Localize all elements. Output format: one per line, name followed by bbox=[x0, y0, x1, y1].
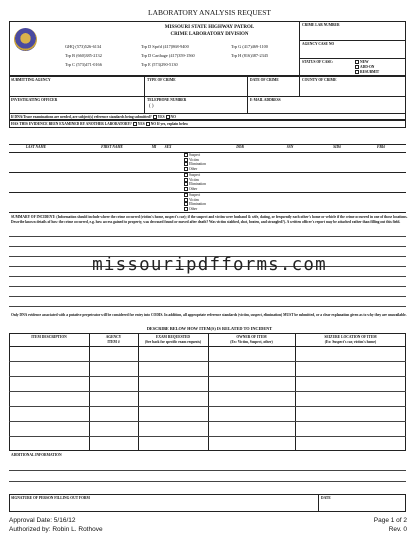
status-addon-checkbox[interactable] bbox=[355, 65, 359, 69]
role-checkbox[interactable] bbox=[184, 187, 188, 191]
role-option[interactable]: Other bbox=[184, 187, 206, 192]
role-option[interactable]: Suspect bbox=[184, 173, 206, 178]
lab-troop-e: Trp E (573)290-5130 bbox=[141, 62, 178, 67]
item-cell[interactable] bbox=[209, 437, 294, 450]
type-of-crime-field[interactable] bbox=[147, 84, 245, 94]
dna-standards-question: If DNA/Trace examinations are needed, are subject(s) reference standards being submitted? YES NO bbox=[11, 114, 176, 119]
item-cell[interactable] bbox=[209, 362, 294, 375]
summary-instructions: SUMMARY OF INCIDENT: (Information should include where the crime occurred (victim's home, suspect's car); if the suspect and victim were husband & wife, dating, or frequently each other's home or vehicle if the crime occurred in one of those locations. Describe known details of how the crime occurred, e.g. how access gained to property, was deceased found or moved after death? Was victim stabbed, shot, beaten, and strangled?). A written officer's report may be attached rather than filling out this field. bbox=[11, 215, 408, 224]
signature-field[interactable] bbox=[11, 502, 314, 511]
item-cell[interactable] bbox=[10, 392, 88, 405]
item-cell[interactable] bbox=[10, 362, 88, 375]
approval-date: Approval Date: 5/16/12 bbox=[9, 517, 76, 524]
additional-info-label: ADDITIONAL INFORMATION bbox=[11, 453, 62, 457]
county-of-crime-field[interactable] bbox=[302, 84, 404, 94]
person-ssn-field[interactable] bbox=[287, 194, 330, 210]
item-cell[interactable] bbox=[90, 347, 137, 360]
crime-lab-number-label: CRIME LAB NUMBER bbox=[302, 23, 340, 27]
person-last-name-field[interactable] bbox=[11, 194, 81, 210]
dna-no-checkbox[interactable] bbox=[166, 115, 170, 119]
investigating-officer-field[interactable] bbox=[11, 104, 141, 112]
role-option[interactable]: Victim bbox=[184, 178, 206, 183]
items-header-1: AGENCY ITEM # bbox=[105, 335, 122, 344]
item-cell[interactable] bbox=[139, 407, 207, 420]
person-first-name-field[interactable] bbox=[85, 174, 145, 190]
agency-case-no-field[interactable] bbox=[301, 48, 403, 57]
telephone-number-field[interactable]: ( ) bbox=[149, 104, 154, 109]
item-cell[interactable] bbox=[139, 377, 207, 390]
item-cell[interactable] bbox=[10, 407, 88, 420]
person-dob-field[interactable] bbox=[231, 194, 283, 210]
item-cell[interactable] bbox=[209, 422, 294, 435]
date-of-crime-field[interactable] bbox=[250, 84, 297, 94]
person-header-9: FBI# bbox=[377, 145, 385, 149]
person-race-field[interactable] bbox=[208, 194, 227, 210]
item-cell[interactable] bbox=[90, 422, 137, 435]
email-address-label: E-MAIL ADDRESS bbox=[250, 98, 281, 102]
additional-info-field[interactable] bbox=[11, 460, 405, 492]
items-header-3: OWNER OF ITEM (Ex: Victim, Suspect, other) bbox=[230, 335, 273, 344]
role-option[interactable]: Victim bbox=[184, 198, 206, 203]
date-label: DATE bbox=[321, 496, 331, 500]
agency-name: MISSOURI STATE HIGHWAY PATROL bbox=[164, 25, 255, 30]
role-option[interactable]: Elimination bbox=[184, 162, 206, 167]
dna-yes-checkbox[interactable] bbox=[153, 115, 157, 119]
person-last-name-field[interactable] bbox=[11, 174, 81, 190]
item-cell[interactable] bbox=[296, 422, 405, 435]
person-sid-field[interactable] bbox=[334, 194, 368, 210]
signature-label: SIGNATURE OF PERSON FILLING OUT FORM bbox=[11, 496, 90, 500]
other-lab-explanation-field[interactable] bbox=[290, 121, 404, 127]
person-last-name-field[interactable] bbox=[11, 154, 81, 170]
person-role-group bbox=[184, 193, 206, 211]
person-race-field[interactable] bbox=[208, 174, 227, 190]
role-option[interactable]: Other bbox=[184, 207, 206, 212]
item-cell[interactable] bbox=[90, 392, 137, 405]
role-checkbox[interactable] bbox=[184, 167, 188, 171]
item-cell[interactable] bbox=[10, 377, 88, 390]
person-header-7: SSN bbox=[286, 145, 294, 149]
person-sex-field[interactable] bbox=[163, 194, 174, 210]
other-lab-question: HAS THIS EVIDENCE BEEN EXAMINED BY ANOTHER LABORATORY? YES NO If yes, explain below bbox=[11, 121, 189, 126]
role-option[interactable]: Suspect bbox=[184, 153, 206, 158]
lab-troop-h: Trp H (816)387-2345 bbox=[231, 53, 269, 58]
person-sex-field[interactable] bbox=[163, 154, 174, 170]
status-resubmit-checkbox[interactable] bbox=[355, 70, 359, 74]
person-ssn-field[interactable] bbox=[287, 174, 330, 190]
person-header-8: SID# bbox=[333, 145, 341, 149]
lab-troop-d-springfield: Trp D Sprfd (417)868-9400 bbox=[141, 44, 189, 49]
person-header-0: LAST NAME bbox=[25, 145, 47, 149]
lab-ghq: GHQ (573)526-6134 bbox=[65, 44, 102, 49]
role-option[interactable]: Suspect bbox=[184, 193, 206, 198]
person-header-6: DOB bbox=[236, 145, 244, 149]
watermark-text: missouripdfforms.com bbox=[92, 255, 327, 275]
item-cell[interactable] bbox=[296, 407, 405, 420]
item-cell[interactable] bbox=[10, 422, 88, 435]
lab-troop-g: Trp G (417)469-1100 bbox=[231, 44, 268, 49]
person-mi-field[interactable] bbox=[149, 154, 159, 170]
role-checkbox[interactable] bbox=[184, 207, 188, 211]
person-fbi-field[interactable] bbox=[372, 174, 404, 190]
items-header-2: EXAM REQUESTED (See back for specific exam requests) bbox=[144, 335, 202, 344]
item-cell[interactable] bbox=[296, 347, 405, 360]
person-race-field[interactable] bbox=[208, 154, 227, 170]
county-of-crime-label: COUNTY OF CRIME bbox=[302, 78, 337, 82]
status-of-case-label: STATUS OF CASE: bbox=[302, 60, 333, 64]
item-cell[interactable] bbox=[209, 377, 294, 390]
lab-troop-c: Trp C (573)471-0166 bbox=[65, 62, 102, 67]
person-fbi-field[interactable] bbox=[372, 194, 404, 210]
item-cell[interactable] bbox=[296, 392, 405, 405]
person-role-group bbox=[184, 153, 206, 171]
lab-troop-b: Trp B (660)385-2132 bbox=[65, 53, 102, 58]
person-fbi-field[interactable] bbox=[372, 154, 404, 170]
person-mi-field[interactable] bbox=[149, 194, 159, 210]
email-address-field[interactable] bbox=[250, 104, 404, 112]
date-of-crime-label: DATE OF CRIME bbox=[250, 78, 279, 82]
item-cell[interactable] bbox=[296, 377, 405, 390]
status-new-checkbox[interactable] bbox=[355, 60, 359, 64]
item-cell[interactable] bbox=[209, 347, 294, 360]
item-cell[interactable] bbox=[139, 422, 207, 435]
person-header-1: FIRST NAME bbox=[101, 145, 123, 149]
revision-number: Rev. 0 bbox=[388, 526, 407, 533]
item-cell[interactable] bbox=[10, 437, 88, 450]
item-cell[interactable] bbox=[209, 407, 294, 420]
person-dob-field[interactable] bbox=[231, 154, 283, 170]
other-lab-no-checkbox[interactable] bbox=[146, 122, 150, 126]
person-role-group bbox=[184, 173, 206, 191]
telephone-number-label: TELEPHONE NUMBER bbox=[147, 98, 187, 102]
item-cell[interactable] bbox=[139, 437, 207, 450]
division-name: CRIME LABORATORY DIVISION bbox=[170, 32, 249, 37]
agency-case-no-label: AGENCY CASE NO bbox=[302, 42, 335, 46]
status-resubmit-option[interactable]: RESUBMIT bbox=[355, 70, 379, 74]
item-cell[interactable] bbox=[90, 362, 137, 375]
item-cell[interactable] bbox=[10, 347, 88, 360]
codis-note: Only DNA evidence associated with a putative perpetrator will be considered for entry into CODIS. In addition, all appropriate reference standards (victim, suspect, elimination) MUST be submitted, or a clear explanation given as to why they are unavailable. bbox=[11, 313, 407, 317]
item-cell[interactable] bbox=[139, 392, 207, 405]
item-cell[interactable] bbox=[209, 392, 294, 405]
item-cell[interactable] bbox=[90, 377, 137, 390]
item-cell[interactable] bbox=[139, 362, 207, 375]
date-field[interactable] bbox=[321, 502, 404, 511]
item-cell[interactable] bbox=[90, 407, 137, 420]
page-number: Page 1 of 2 bbox=[373, 517, 407, 524]
item-cell[interactable] bbox=[139, 347, 207, 360]
submitting-agency-label: SUBMITTING AGENCY bbox=[11, 78, 51, 82]
person-first-name-field[interactable] bbox=[85, 154, 145, 170]
authorized-by: Authorized by: Robin L. Rothove bbox=[9, 526, 103, 533]
role-option[interactable]: Victim bbox=[184, 158, 206, 163]
items-heading: DESCRIBE BELOW HOW ITEM(S) IS RELATED TO INCIDENT bbox=[146, 326, 273, 331]
investigating-officer-label: INVESTIGATING OFFICER bbox=[11, 98, 58, 102]
other-lab-yes-checkbox[interactable] bbox=[133, 122, 137, 126]
lab-troop-d-carthage: Trp D Carthage (417)359-1560 bbox=[141, 53, 195, 58]
item-cell[interactable] bbox=[296, 362, 405, 375]
status-new-option[interactable]: NEW bbox=[355, 60, 369, 64]
item-cell[interactable] bbox=[90, 437, 137, 450]
person-first-name-field[interactable] bbox=[85, 194, 145, 210]
person-mi-field[interactable] bbox=[149, 174, 159, 190]
type-of-crime-label: TYPE OF CRIME bbox=[147, 78, 176, 82]
submitting-agency-field[interactable] bbox=[11, 84, 141, 94]
form-title: LABORATORY ANALYSIS REQUEST bbox=[147, 8, 271, 17]
person-sid-field[interactable] bbox=[334, 174, 368, 190]
person-sex-field[interactable] bbox=[163, 174, 174, 190]
person-sid-field[interactable] bbox=[334, 154, 368, 170]
person-header-2: MI bbox=[151, 145, 157, 149]
person-header-3: SEX bbox=[164, 145, 172, 149]
crime-lab-number-field[interactable] bbox=[301, 29, 403, 38]
role-option[interactable]: Elimination bbox=[184, 182, 206, 187]
person-dob-field[interactable] bbox=[231, 174, 283, 190]
role-option[interactable]: Other bbox=[184, 167, 206, 172]
status-addon-option[interactable]: ADD-ON bbox=[355, 65, 374, 69]
person-ssn-field[interactable] bbox=[287, 154, 330, 170]
role-option[interactable]: Elimination bbox=[184, 202, 206, 207]
items-header-0: ITEM DESCRIPTION bbox=[31, 335, 67, 339]
items-header-4: SEIZURE LOCATION OF ITEM (Ex: Suspect's car, victim's home) bbox=[324, 335, 377, 344]
item-cell[interactable] bbox=[296, 437, 405, 450]
